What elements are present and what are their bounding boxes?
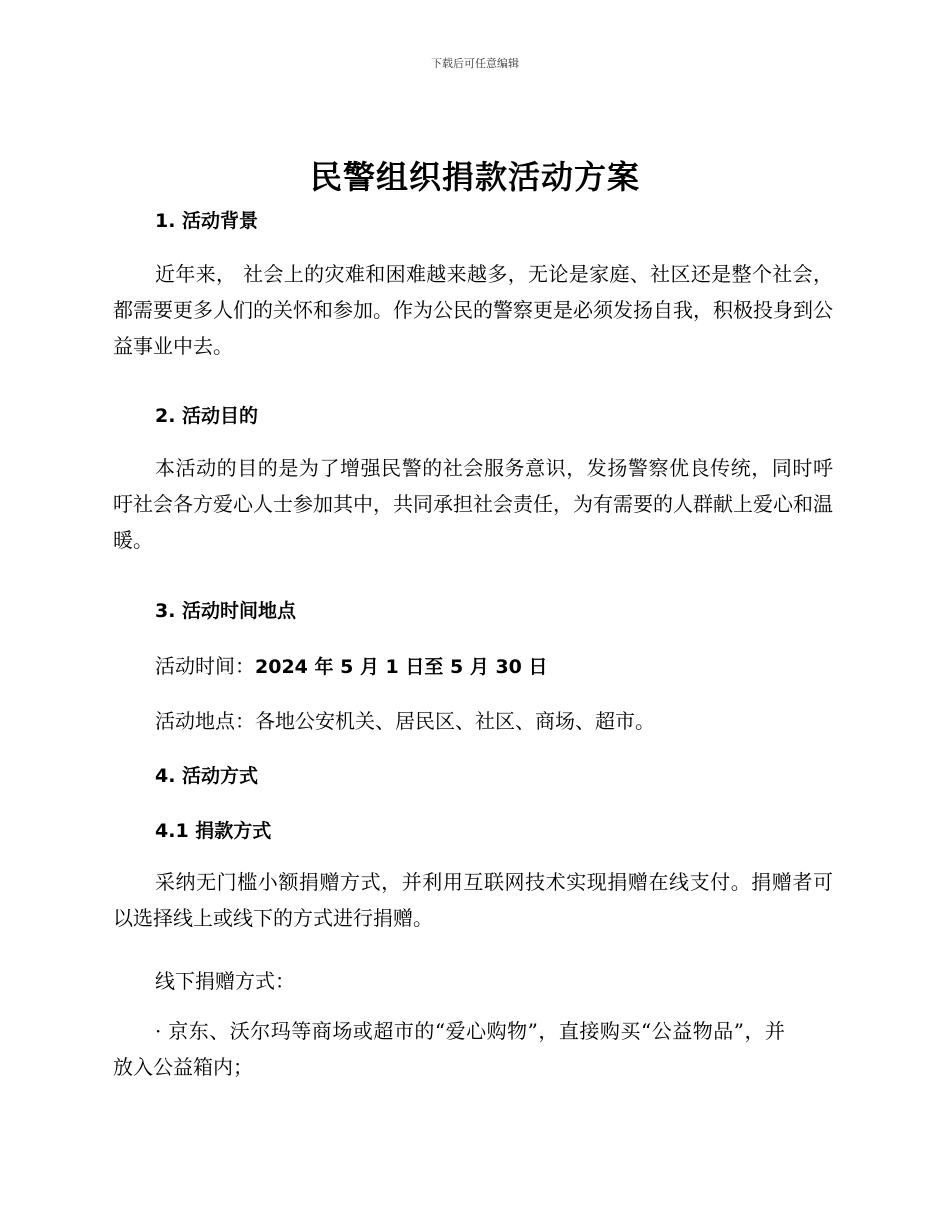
activity-time-line [155,650,548,679]
activity-place-line [155,705,655,734]
section-heading-time-place: 3. 活动时间地点 [155,600,297,622]
activity-place-value: 各地公安机关、居民区、社区、商场、超市。 [255,709,655,733]
subsection-body-donation: 采纳无门槛小额捐赠方式，并利用互联网技术实现捐赠在线支付。捐赠者可以选择线上或线下的方式进行捐赠。 [113,870,833,930]
list-item-offline-1: · 京东、沃尔玛等商场或超市的“爱心购物”，直接购买“公益物品”，并放入公益箱内； [113,1019,785,1079]
activity-time-label: 活动时间： [155,654,255,678]
offline-donation-label: 线下捐赠方式： [155,969,295,993]
section-heading-background: 1. 活动背景 [155,210,259,232]
subsection-heading-donation: 4.1 捐款方式 [155,820,272,842]
section-heading-method: 4. 活动方式 [155,765,259,787]
header-note: 下载后可任意编辑 [431,57,519,70]
section-body-purpose: 本活动的目的是为了增强民警的社会服务意识，发扬警察优良传统，同时呼吁社会各方爱心人士参加其中，共同承担社会责任，为有需要的人群献上爱心和温暖。 [113,456,833,552]
section-body-background: 近年来， 社会上的灾难和困难越来越多，无论是家庭、社区还是整个社会，都需要更多人们的关怀和参加。作为公民的警察更是必须发扬自我，积极投身到公益事业中去。 [113,262,833,358]
document-title: 民警组织捐款活动方案 [309,158,640,196]
section-heading-purpose: 2. 活动目的 [155,405,259,427]
activity-time-value: 2024 年 5 月 1 日至 5 月 30 日 [255,656,548,678]
activity-place-label: 活动地点： [155,709,255,733]
